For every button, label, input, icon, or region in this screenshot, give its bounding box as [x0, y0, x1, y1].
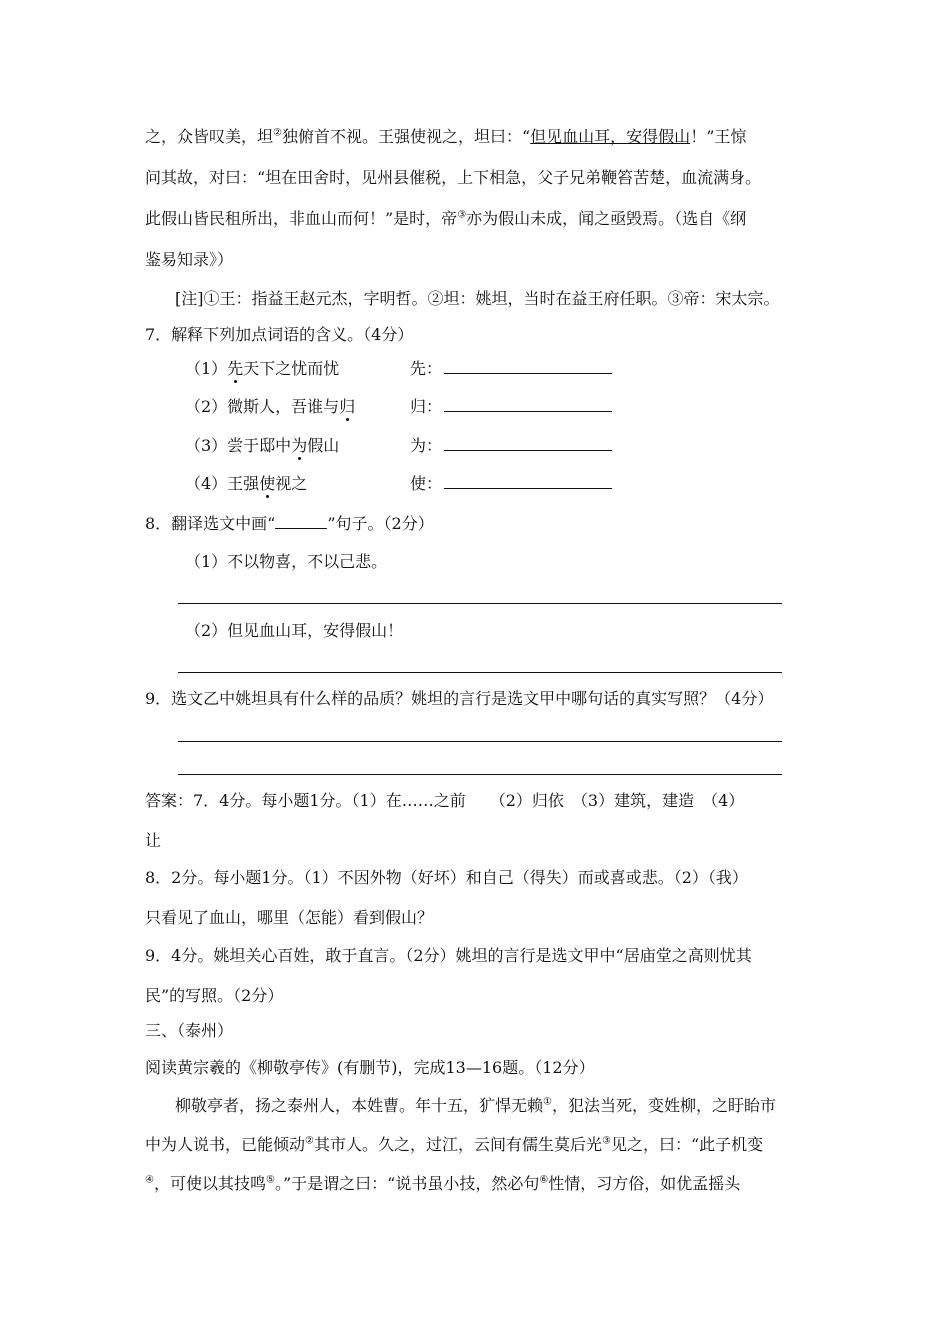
answer-blank[interactable]	[444, 436, 612, 451]
answer-label: 为：	[410, 436, 443, 455]
passage-text: 独俯首不视。王强使视之，坦曰：“	[281, 127, 531, 146]
passage-c-line-3	[145, 1174, 740, 1194]
q7-answer-1	[410, 359, 612, 379]
item-text: 视之	[275, 474, 308, 493]
question-7-title: 7．解释下列加点词语的含义。（4分）	[145, 325, 414, 344]
answer-9-line-2: 民”的写照。（2分）	[145, 986, 284, 1005]
passage-line-4: 鉴易知录》）	[145, 250, 234, 269]
passage-text: 性情，习方俗，如优孟摇头	[548, 1174, 741, 1193]
passage-text: 其市人。久之，过江，云间有儒生莫后光	[313, 1135, 602, 1154]
section-heading: 三、（泰州）	[145, 1021, 234, 1040]
answer-label: 先：	[410, 359, 443, 378]
item-text: （1）	[185, 359, 228, 378]
answer-label: 归：	[410, 397, 443, 416]
footnote-marker: ③	[457, 209, 467, 221]
passage-c-line-1	[175, 1096, 776, 1116]
passage-text: 之，众皆叹美，坦	[145, 127, 274, 146]
q7-item-2	[185, 397, 355, 417]
answer-line[interactable]	[178, 774, 782, 775]
passage-line-1	[145, 127, 746, 147]
q7-answer-3	[410, 436, 612, 456]
footnote-marker: ③	[602, 1135, 611, 1147]
answer-line[interactable]	[178, 741, 782, 742]
q7-item-1	[185, 359, 339, 379]
dotted-word: 为	[291, 436, 308, 455]
passage-text: 亦为假山未成，闻之亟毁焉。（选自《纲	[466, 209, 747, 228]
answer-8-line-2: 只看见了血山，哪里（怎能）看到假山？	[145, 908, 434, 927]
dotted-word: 归	[339, 397, 356, 416]
answer-line[interactable]	[178, 672, 782, 673]
q8-sentence-2: （2）但见血山耳，安得假山！	[185, 621, 404, 640]
annotation-note: [注]①王：指益王赵元杰，字明哲。②坦：姚坦，当时在益王府任职。③帝：宋太宗。	[175, 289, 780, 308]
answer-blank[interactable]	[444, 359, 612, 374]
passage-text: ，犯法当死，变姓柳，之盱眙市	[551, 1096, 776, 1115]
passage-text: 柳敬亭者，扬之泰州人，本姓曹。年十五，犷悍无赖	[175, 1096, 544, 1115]
answer-blank[interactable]	[444, 474, 612, 489]
q7-answer-4	[410, 474, 612, 494]
item-text: （3）尝于邸中	[185, 436, 292, 455]
answer-9-line-1: 9．4分。姚坦关心百姓，敢于直言。（2分）姚坦的言行是选文甲中“居庙堂之高则忧其	[145, 946, 752, 965]
passage-text: 此假山皆民租所出，非血山而何！”是时，帝	[145, 209, 458, 228]
q7-item-3	[185, 436, 339, 456]
question-9-title: 9．选文乙中姚坦具有什么样的品质？姚坦的言行是选文甲中哪句话的真实写照？（4分）	[145, 689, 774, 708]
dotted-word: 使	[259, 474, 276, 493]
underlined-sentence: 但见血山耳，安得假山	[530, 127, 691, 146]
section-intro: 阅读黄宗羲的《柳敬亭传》(有删节)，完成13—16题。（12分）	[145, 1058, 595, 1077]
footnote-marker: ②	[273, 127, 282, 139]
passage-text: ，可使以其技鸣	[153, 1174, 266, 1193]
passage-text: 见之，曰：“此子机变	[610, 1135, 764, 1154]
passage-text: 中为人说书，已能倾动	[145, 1135, 306, 1154]
footnote-marker: ⑥	[539, 1174, 549, 1186]
question-text: 8．翻译选文中画“	[145, 514, 276, 533]
passage-line-2: 问其故，对曰：“坦在田舍时，见州县催税，上下相急，父子兄弟鞭笞苦楚，血流满身。	[145, 168, 762, 187]
q8-sentence-1: （1）不以物喜，不以己悲。	[185, 552, 388, 571]
footnote-marker: ①	[543, 1096, 552, 1108]
footnote-marker: ⑤	[265, 1174, 275, 1186]
footnote-marker: ④	[145, 1174, 154, 1186]
answer-blank[interactable]	[444, 397, 612, 412]
question-text: ”句子。（2分）	[327, 514, 434, 533]
underline-marker	[275, 516, 327, 529]
passage-text: ！”王惊	[690, 127, 747, 146]
answer-line[interactable]	[178, 603, 782, 604]
dotted-word: 先	[227, 359, 244, 378]
passage-c-line-2	[145, 1135, 763, 1155]
q7-item-4	[185, 474, 307, 494]
item-text: 天下之忧而忧	[243, 359, 340, 378]
passage-text: 。”于是谓之曰：“说书虽小技，然必句	[274, 1174, 540, 1193]
q7-answer-2	[410, 397, 612, 417]
answer-7-line-2: 让	[145, 831, 162, 850]
item-text: （2）微斯人，吾谁与	[185, 397, 340, 416]
answer-label: 使：	[410, 474, 443, 493]
answer-7-line-1: 答案：7．4分。每小题1分。（1）在……之前 （2）归依 （3）建筑，建造 （4）	[145, 791, 745, 810]
passage-line-3	[145, 209, 746, 229]
answer-8-line-1: 8．2分。每小题1分。（1）不因外物（好坏）和自己（得失）而或喜或悲。（2）（我）	[145, 868, 748, 887]
item-text: （4）王强	[185, 474, 260, 493]
item-text: 假山	[307, 436, 340, 455]
question-8-title	[145, 514, 434, 534]
footnote-marker: ②	[305, 1135, 314, 1147]
